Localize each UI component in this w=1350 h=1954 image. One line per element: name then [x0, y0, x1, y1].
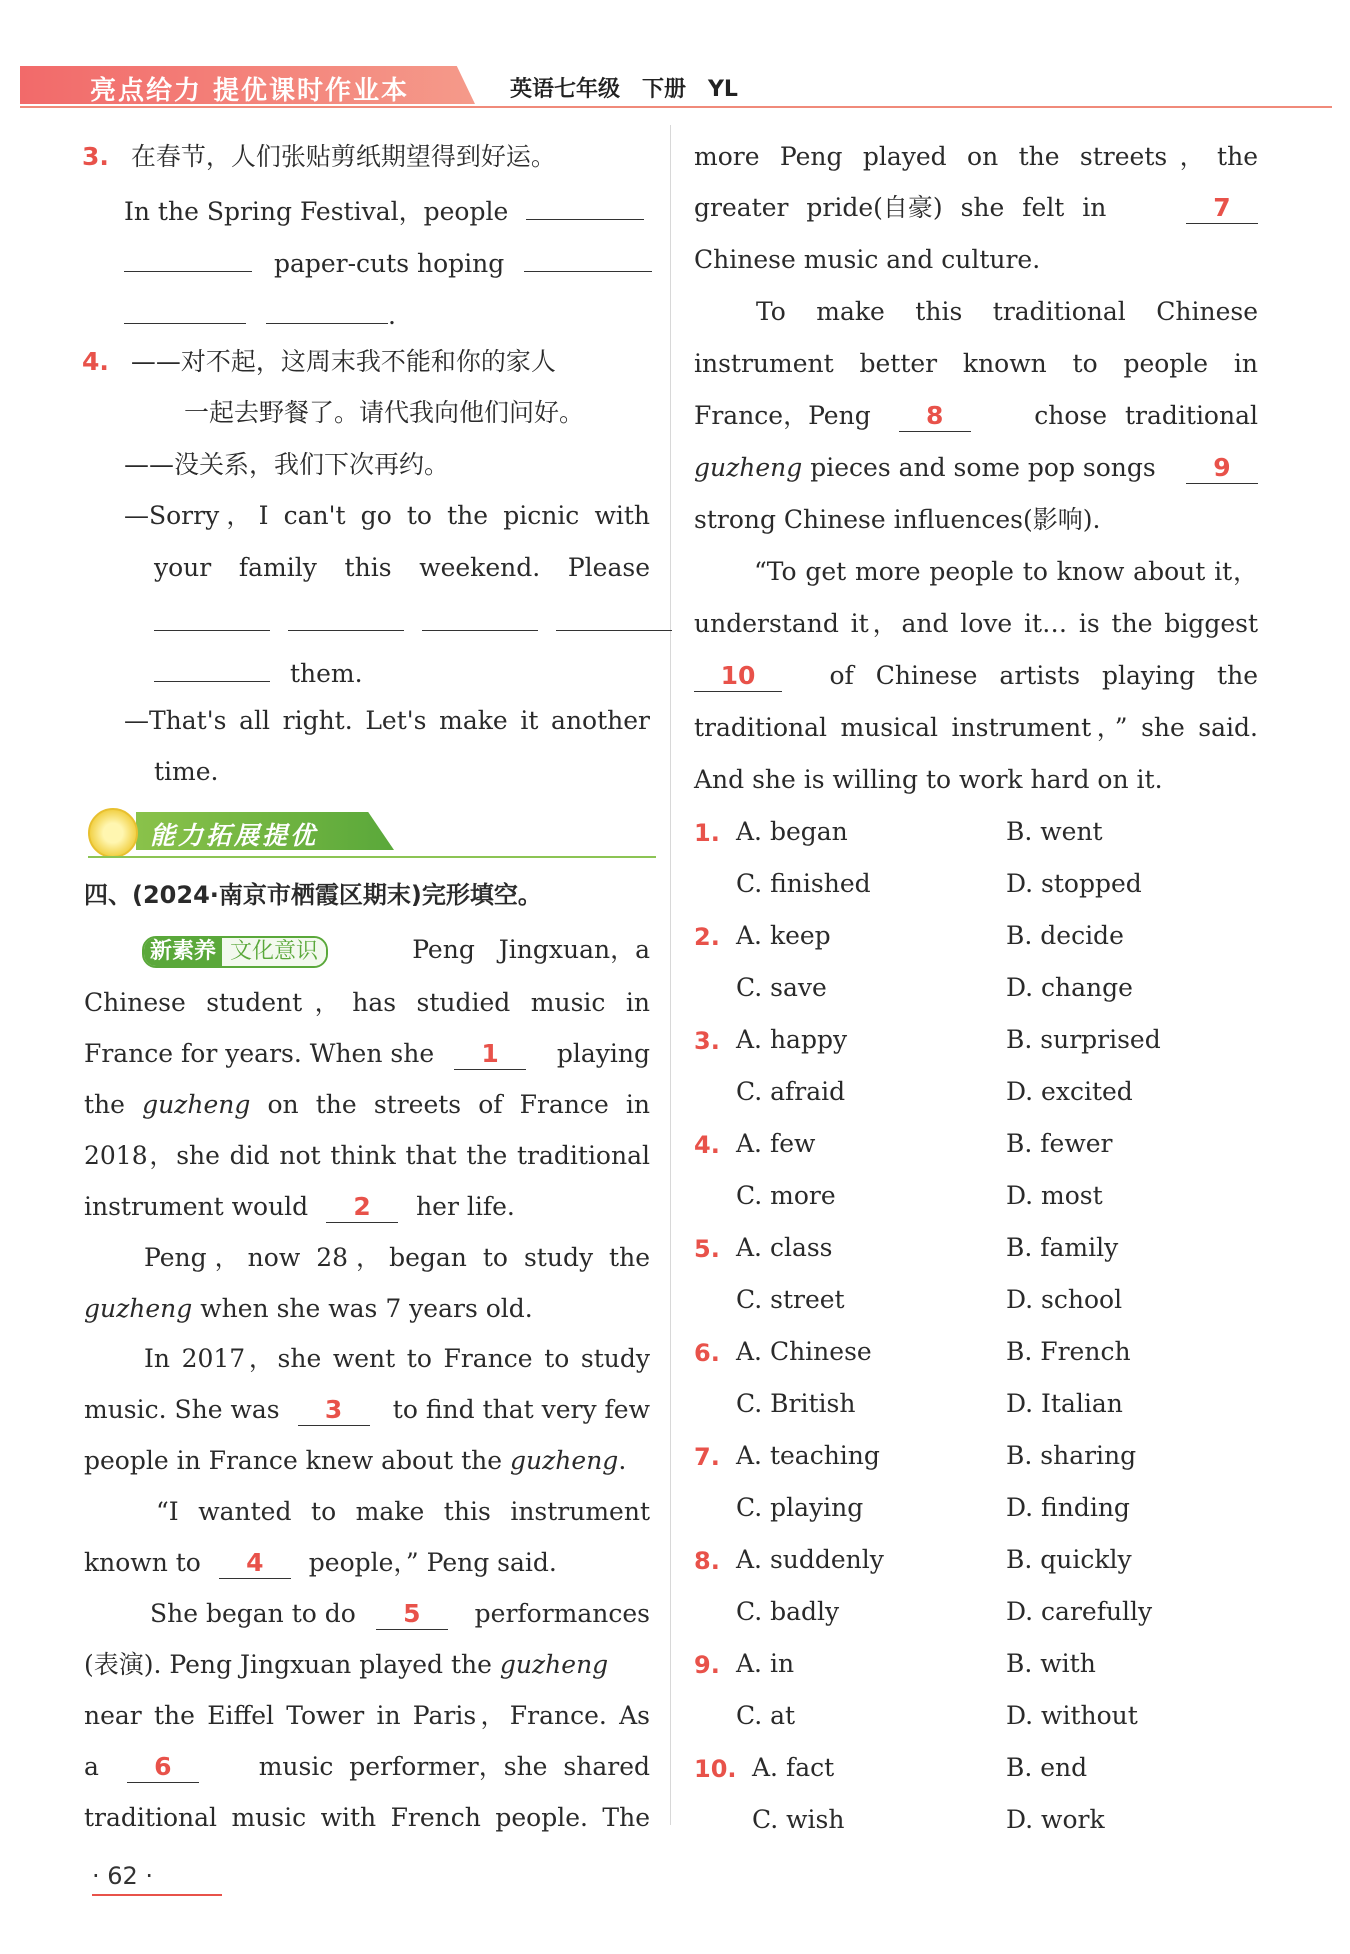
- option-b[interactable]: B. French: [1006, 1337, 1131, 1366]
- option-a[interactable]: A. fact: [752, 1753, 835, 1782]
- passage-line: understand it，and love it… is the biggest: [694, 609, 1258, 638]
- passage-line: traditional music with French people. The: [84, 1803, 650, 1832]
- passage-line: 新素养 文化意识 Peng Jingxuan，a: [142, 935, 650, 968]
- option-d[interactable]: D. without: [1006, 1701, 1138, 1730]
- blank-7[interactable]: 7: [1186, 193, 1258, 224]
- header-divider: [20, 106, 1332, 108]
- blank-2[interactable]: 2: [326, 1192, 398, 1223]
- option-d[interactable]: D. school: [1006, 1285, 1123, 1314]
- passage-line: known to 4 people，” Peng said.: [84, 1548, 557, 1577]
- subject-label: 英语七年级 下册 YL: [510, 77, 738, 102]
- question-3-chinese: 3. 在春节，人们张贴剪纸期望得到好运。: [82, 142, 556, 171]
- answer-blank[interactable]: [526, 193, 644, 220]
- option-d[interactable]: D. excited: [1006, 1077, 1133, 1106]
- answer-blank[interactable]: [124, 245, 252, 272]
- passage-line: strong Chinese influences(影响).: [694, 505, 1101, 534]
- blank-3[interactable]: 3: [298, 1395, 370, 1426]
- passage-line: instrument would 2 her life.: [84, 1192, 515, 1221]
- section-banner: 能力拓展提优: [88, 808, 398, 854]
- option-number: 1.: [694, 819, 720, 847]
- option-a[interactable]: A. few: [736, 1129, 816, 1158]
- passage-line: greater pride(自豪) she felt in 7: [694, 193, 1258, 224]
- answer-blank[interactable]: [124, 297, 246, 324]
- question-4-english-4: —That's all right. Let's make it another: [124, 706, 650, 735]
- passage-line: 10 of Chinese artists playing the: [694, 661, 1258, 692]
- option-c[interactable]: C. badly: [736, 1597, 840, 1626]
- option-c[interactable]: C. British: [736, 1389, 856, 1418]
- option-c[interactable]: C. at: [736, 1701, 796, 1730]
- option-d[interactable]: D. carefully: [1006, 1597, 1153, 1626]
- option-b[interactable]: B. fewer: [1006, 1129, 1113, 1158]
- option-number: 10.: [694, 1755, 737, 1783]
- option-number: 6.: [694, 1339, 720, 1367]
- passage-line: (表演). Peng Jingxuan played the guzheng: [84, 1650, 609, 1679]
- option-c[interactable]: C. more: [736, 1181, 836, 1210]
- option-d[interactable]: D. most: [1006, 1181, 1103, 1210]
- option-d[interactable]: D. finding: [1006, 1493, 1130, 1522]
- option-d[interactable]: D. stopped: [1006, 869, 1142, 898]
- question-3-line-2: paper-cuts hoping: [124, 245, 652, 279]
- page-header: [20, 62, 1332, 108]
- passage-line: France for years. When she 1 playing: [84, 1039, 650, 1068]
- answer-blank[interactable]: [288, 604, 404, 631]
- question-3-line-3: .: [124, 297, 396, 331]
- passage-line: 2018，she did not think that the traditional: [84, 1141, 650, 1170]
- option-c[interactable]: C. playing: [736, 1493, 864, 1522]
- question-4-chinese-3: ——没关系，我们下次再约。: [124, 450, 450, 479]
- section-title: 四、(2024·南京市栖霞区期末)完形填空。: [84, 881, 542, 909]
- question-3-line-1: In the Spring Festival，people: [124, 193, 644, 227]
- question-number: 3.: [82, 142, 109, 171]
- passage-line: guzheng when she was 7 years old.: [84, 1294, 533, 1323]
- option-a[interactable]: A. Chinese: [736, 1337, 872, 1366]
- footer-line: [92, 1894, 222, 1896]
- passage-line: “To get more people to know about it，: [754, 557, 1258, 586]
- option-b[interactable]: B. family: [1006, 1233, 1119, 1262]
- passage-line: To make this traditional Chinese: [756, 297, 1258, 326]
- question-4-english-1: —Sorry，I can't go to the picnic with: [124, 501, 650, 530]
- option-number: 9.: [694, 1651, 720, 1679]
- column-divider: [670, 125, 671, 1825]
- question-4-chinese-2: 一起去野餐了。请代我向他们问好。: [184, 398, 585, 427]
- option-b[interactable]: B. decide: [1006, 921, 1124, 950]
- option-c[interactable]: C. street: [736, 1285, 845, 1314]
- question-4-blanks: [154, 604, 672, 638]
- passage-line: “I wanted to make this instrument: [156, 1497, 650, 1526]
- option-c[interactable]: C. wish: [752, 1805, 845, 1834]
- answer-blank[interactable]: [266, 297, 388, 324]
- blank-1[interactable]: 1: [454, 1039, 526, 1070]
- option-number: 3.: [694, 1027, 720, 1055]
- blank-9[interactable]: 9: [1186, 453, 1258, 484]
- passage-line: near the Eiffel Tower in Paris，France. As: [84, 1701, 650, 1730]
- option-number: 7.: [694, 1443, 720, 1471]
- option-c[interactable]: C. afraid: [736, 1077, 846, 1106]
- option-number: 2.: [694, 923, 720, 951]
- option-a[interactable]: A. happy: [736, 1025, 848, 1054]
- option-a[interactable]: A. class: [736, 1233, 833, 1262]
- sun-icon: [88, 808, 138, 858]
- passage-line: people in France knew about the guzheng.: [84, 1446, 627, 1475]
- option-b[interactable]: B. surprised: [1006, 1025, 1161, 1054]
- option-a[interactable]: A. suddenly: [736, 1545, 884, 1574]
- answer-blank[interactable]: [556, 604, 672, 631]
- question-4-english-2: your family this weekend. Please: [154, 553, 650, 582]
- literacy-tag: 新素养 文化意识: [142, 936, 328, 968]
- passage-line: France，Peng 8 chose traditional: [694, 401, 1258, 430]
- passage-line: guzheng pieces and some pop songs 9: [694, 453, 1258, 484]
- question-4-chinese-1: 4. ——对不起，这周末我不能和你的家人: [82, 347, 556, 376]
- option-b[interactable]: B. sharing: [1006, 1441, 1137, 1470]
- passage-line: a 6 music performer，she shared: [84, 1752, 650, 1781]
- section-divider: [88, 856, 656, 858]
- option-d[interactable]: D. work: [1006, 1805, 1105, 1834]
- option-b[interactable]: B. with: [1006, 1649, 1096, 1678]
- answer-blank[interactable]: [422, 604, 538, 631]
- option-c[interactable]: C. finished: [736, 869, 871, 898]
- blank-5[interactable]: 5: [376, 1599, 448, 1630]
- blank-10[interactable]: 10: [694, 661, 782, 692]
- option-b[interactable]: B. went: [1006, 817, 1103, 846]
- option-a[interactable]: A. keep: [736, 921, 831, 950]
- passage-line: more Peng played on the streets，the: [694, 142, 1258, 171]
- page-number: · 62 ·: [92, 1862, 154, 1890]
- question-4-english-3: them.: [154, 655, 363, 689]
- answer-blank[interactable]: [154, 604, 270, 631]
- passage-line: Peng，now 28，began to study the: [144, 1243, 650, 1272]
- passage-line: the guzheng on the streets of France in: [84, 1090, 650, 1119]
- answer-blank[interactable]: [154, 655, 270, 682]
- option-number: 4.: [694, 1131, 720, 1159]
- option-b[interactable]: B. end: [1006, 1753, 1088, 1782]
- passage-line: traditional musical instrument，” she said.: [694, 713, 1258, 742]
- option-b[interactable]: B. quickly: [1006, 1545, 1132, 1574]
- passage-line: Chinese student，has studied music in: [84, 988, 650, 1017]
- option-a[interactable]: A. teaching: [736, 1441, 880, 1470]
- option-number: 5.: [694, 1235, 720, 1263]
- option-a[interactable]: A. in: [736, 1649, 795, 1678]
- brand-title: 亮点给力 提优课时作业本: [90, 76, 410, 106]
- passage-line: In 2017，she went to France to study: [144, 1344, 650, 1373]
- option-c[interactable]: C. save: [736, 973, 827, 1002]
- blank-6[interactable]: 6: [127, 1752, 199, 1783]
- passage-line: She began to do 5 performances: [150, 1599, 650, 1628]
- blank-8[interactable]: 8: [899, 401, 971, 432]
- passage-line: Chinese music and culture.: [694, 245, 1041, 274]
- option-a[interactable]: A. began: [736, 817, 848, 846]
- option-number: 8.: [694, 1547, 720, 1575]
- passage-line: instrument better known to people in: [694, 349, 1258, 378]
- option-d[interactable]: D. Italian: [1006, 1389, 1123, 1418]
- question-4-english-5: time.: [154, 757, 219, 786]
- blank-4[interactable]: 4: [219, 1548, 291, 1579]
- answer-blank[interactable]: [524, 245, 652, 272]
- passage-line: And she is willing to work hard on it.: [694, 765, 1163, 794]
- option-d[interactable]: D. change: [1006, 973, 1133, 1002]
- passage-line: music. She was 3 to find that very few: [84, 1395, 650, 1424]
